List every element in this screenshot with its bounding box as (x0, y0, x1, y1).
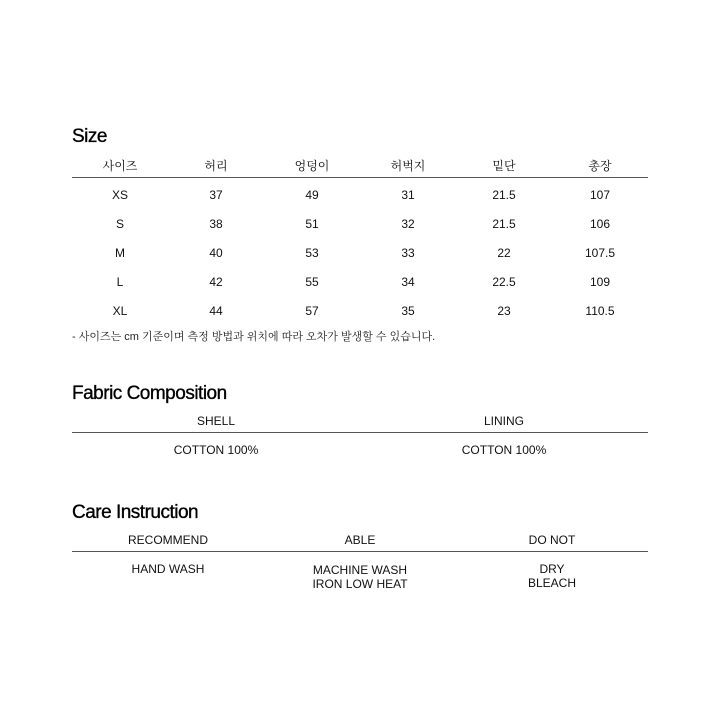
size-cell: XS (111, 188, 128, 202)
size-cell: 106 (589, 217, 611, 231)
size-cell: 21.5 (492, 188, 516, 202)
fabric-lining-value: COTTON 100% (461, 443, 547, 457)
care-recommend-value: HAND WASH (131, 562, 205, 576)
care-header-divider (72, 551, 648, 552)
size-cell: 57 (305, 304, 319, 318)
size-cell: 40 (209, 246, 223, 260)
care-header-do-not: DO NOT (528, 533, 576, 547)
care-do-not-value: DRY (539, 562, 565, 576)
care-able-value: MACHINE WASH (312, 563, 408, 577)
size-cell: XL (112, 304, 128, 318)
size-cell: 21.5 (492, 217, 516, 231)
size-cell: 34 (401, 275, 415, 289)
size-cell: M (115, 246, 125, 260)
size-cell: 33 (401, 246, 415, 260)
fabric-title: Fabric Composition (72, 383, 227, 404)
size-note: - 사이즈는 cm 기준이며 측정 방법과 위치에 따라 오차가 발생할 수 있습니다. (72, 331, 436, 343)
size-header-cell: 엉덩이 (294, 159, 330, 173)
size-cell: 53 (305, 246, 319, 260)
size-header-cell: 사이즈 (102, 159, 138, 173)
size-cell: 49 (305, 188, 319, 202)
care-title: Care Instruction (72, 502, 199, 523)
size-cell: 51 (305, 217, 319, 231)
care-header-recommend: RECOMMEND (128, 533, 208, 547)
size-cell: 22.5 (492, 275, 516, 289)
size-header-cell: 허리 (204, 159, 228, 173)
size-cell: 107.5 (584, 246, 616, 260)
fabric-header-divider (72, 432, 648, 433)
size-cell: L (116, 275, 124, 289)
size-cell: S (115, 217, 124, 231)
size-cell: 23 (497, 304, 511, 318)
size-cell: 44 (209, 304, 223, 318)
size-header-divider (72, 177, 648, 178)
size-header-cell: 총장 (588, 159, 612, 173)
fabric-shell-value: COTTON 100% (173, 443, 259, 457)
care-do-not-value: BLEACH (527, 576, 577, 590)
size-header-cell: 허벅지 (390, 159, 426, 173)
size-cell: 107 (589, 188, 611, 202)
size-cell: 22 (497, 246, 511, 260)
size-cell: 37 (209, 188, 223, 202)
care-able-value: IRON LOW HEAT (312, 577, 408, 591)
size-cell: 109 (589, 275, 611, 289)
fabric-header-lining: LINING (483, 414, 524, 428)
size-cell: 35 (401, 304, 415, 318)
care-header-able: ABLE (344, 533, 376, 547)
size-cell: 110.5 (585, 304, 615, 318)
size-cell: 38 (209, 217, 223, 231)
size-cell: 55 (305, 275, 319, 289)
size-cell: 42 (209, 275, 223, 289)
size-header-cell: 밑단 (492, 159, 516, 173)
fabric-header-shell: SHELL (196, 414, 236, 428)
size-cell: 32 (401, 217, 415, 231)
size-title: Size (72, 126, 107, 147)
size-cell: 31 (401, 188, 415, 202)
